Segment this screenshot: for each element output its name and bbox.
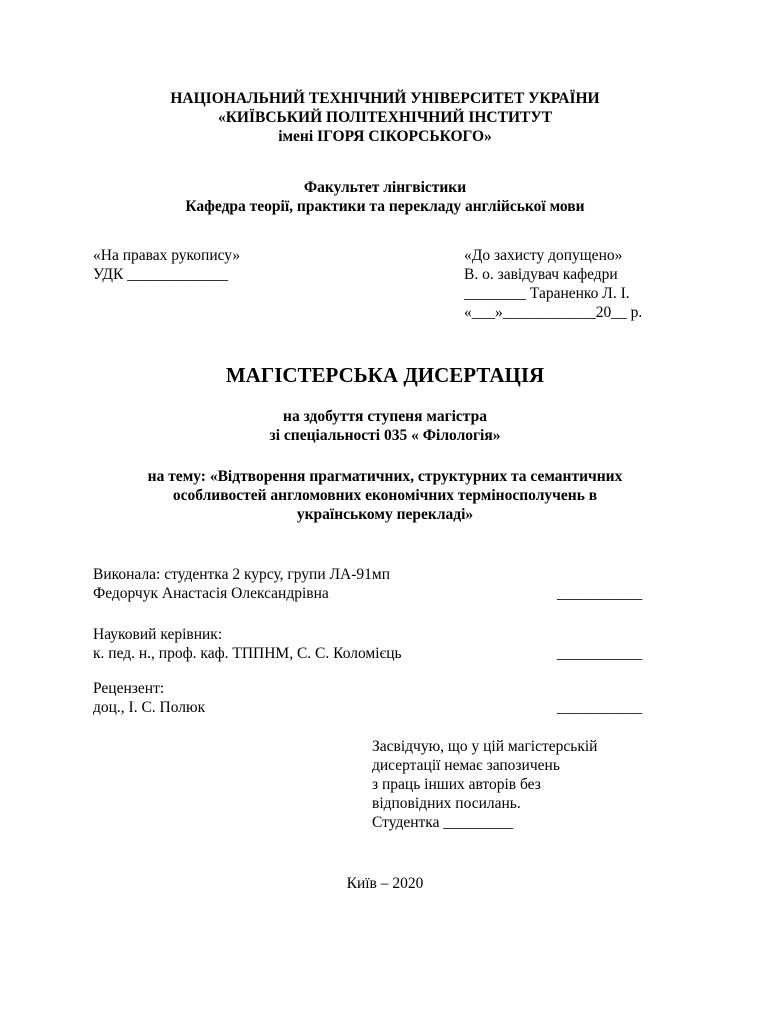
statement-line-2: дисертації немає запозичень [372, 757, 560, 774]
statement-line-5: Студентка _________ [372, 814, 514, 831]
admission-label: «До захисту допущено» [464, 247, 623, 264]
university-header [0, 89, 770, 146]
degree-line-1: на здобуття ступеня магістра [283, 408, 487, 425]
thesis-title: МАГІСТЕРСЬКА ДИСЕРТАЦІЯ [225, 363, 545, 387]
statement-line-1: Засвідчую, що у цій магістерській [372, 738, 598, 755]
supervisor-name: к. пед. н., проф. каф. ТППНМ, С. С. Коломієць [93, 645, 402, 662]
manuscript-block [93, 246, 240, 284]
university-line-3: імені ІГОРЯ СІКОРСЬКОГО» [278, 128, 492, 145]
supervisor-block [93, 625, 402, 663]
city-year: Київ – 2020 [346, 875, 424, 892]
degree-line-2: зі спеціальності 035 « Філологія» [269, 427, 501, 444]
reviewer-name: доц., І. С. Полюк [93, 699, 206, 716]
author-name: Федорчук Анастасія Олександрівна [93, 585, 329, 602]
udk-field: УДК _____________ [93, 266, 228, 283]
author-role: Виконала: студентка 2 курсу, групи ЛА-91мп [93, 566, 390, 583]
author-signature-line: ___________ [557, 585, 643, 602]
admission-block [464, 246, 642, 322]
topic-block [0, 467, 770, 524]
supervisor-signature-line: ___________ [557, 645, 643, 662]
manuscript-label: «На правах рукопису» [93, 247, 241, 264]
head-role: В. о. завідувач кафедри [464, 266, 618, 283]
degree-block [0, 407, 770, 445]
admission-date: «___»____________20__ р. [464, 304, 643, 321]
supervisor-role: Науковий керівник: [93, 626, 223, 643]
topic-line-1: на тему: «Відтворення прагматичних, структурних та семантичних [147, 468, 623, 485]
university-line-2: «КИЇВСЬКИЙ ПОЛІТЕХНІЧНИЙ ІНСТИТУТ [217, 109, 553, 126]
reviewer-block [93, 679, 205, 717]
university-line-1: НАЦІОНАЛЬНИЙ ТЕХНІЧНИЙ УНІВЕРСИТЕТ УКРАЇНИ [170, 90, 600, 107]
originality-statement [372, 737, 597, 832]
author-block [93, 565, 390, 603]
statement-line-3: з праць інших авторів без [372, 776, 541, 793]
statement-line-4: відповідних посилань. [372, 795, 521, 812]
reviewer-signature-line: ___________ [557, 699, 643, 716]
head-signature: ________ Тараненко Л. І. [464, 285, 630, 302]
topic-line-3: українському перекладі» [296, 506, 474, 523]
topic-line-2: особливостей англомовних економічних терміносполучень в [172, 487, 598, 504]
department-name: Кафедра теорії, практики та перекладу англійської мови [185, 198, 585, 215]
faculty-header [0, 178, 770, 216]
faculty-name: Факультет лінгвістики [303, 179, 467, 196]
reviewer-role: Рецензент: [93, 680, 165, 697]
